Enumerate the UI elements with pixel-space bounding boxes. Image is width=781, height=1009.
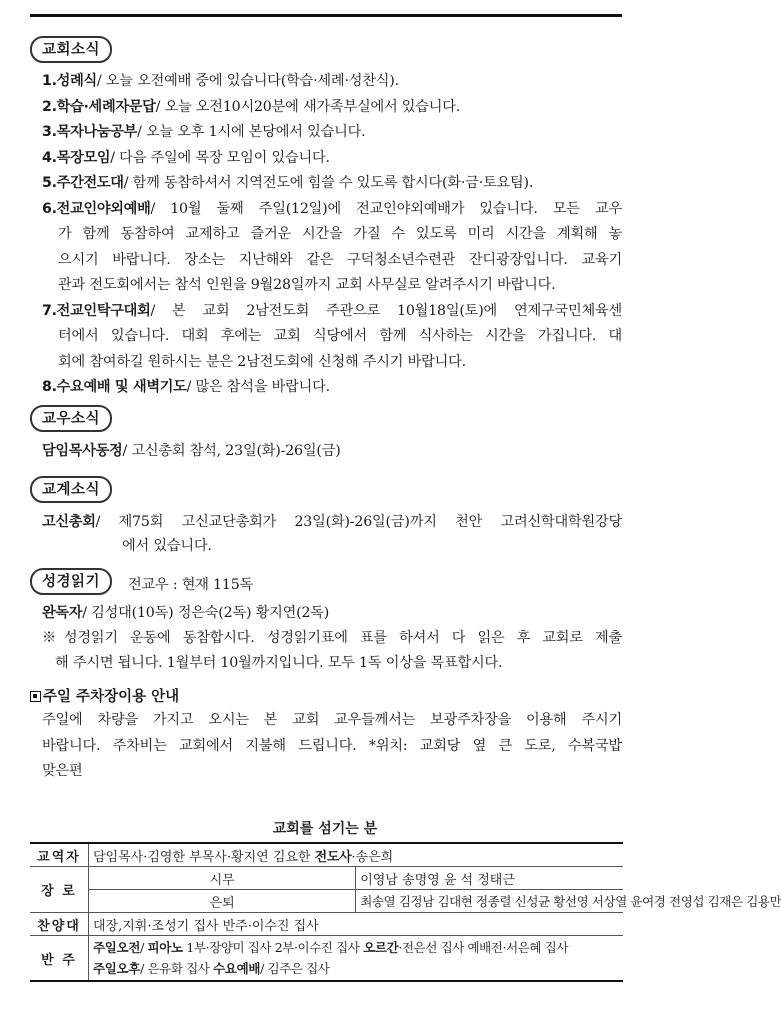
cell-text: / 은유화 집사: [140, 961, 214, 976]
cell-text: 1부·장양미 집사 2부·이수진 집사: [182, 940, 364, 955]
news-item-text: / 많은 참석을 바랍니다.: [186, 379, 330, 395]
denomination-news-text: / 제75회 고신교단총회가 23일(화)-26일(금)까지 천안 고려신학대학원강당: [95, 514, 622, 530]
completers-label: 완독자: [42, 605, 83, 621]
news-item-label: 8.수요예배 및 새벽기도: [42, 379, 187, 395]
parking-line: 주일에 차량을 가지고 오시는 본 교회 교우들께서는 보광주차장을 이용해 주시기: [42, 712, 622, 728]
member-news-text: / 고신총회 참석, 23일(화)-26일(금): [122, 443, 341, 459]
news-item-label: 4.목장모임: [42, 149, 111, 166]
accompany-cell: [89, 936, 624, 982]
parking-title-text: 주일 주차장이용 안내: [43, 689, 180, 705]
news-item: [42, 70, 622, 90]
news-item: [42, 121, 622, 141]
table-row: [30, 890, 623, 913]
row-head-accompany: 반 주: [30, 936, 89, 982]
news-item-cont: 관과 전도회에서는 참석 인원을 9월28일까지 교회 사무실로 알려주시기 바랍니다.: [58, 277, 556, 293]
cell-text: 주일오후: [93, 961, 141, 976]
row-head-choir: 찬양대: [30, 913, 89, 936]
cell-text: ·황지연 김요한: [226, 849, 315, 865]
news-item-label: 1.성례식: [42, 73, 97, 89]
table-row: [30, 843, 623, 867]
cell-text: ·조성기 집사: [147, 918, 223, 934]
cell-text: ·김영한: [143, 849, 190, 865]
table-row: [30, 867, 623, 890]
news-item-label: 5.주간전도대: [42, 175, 124, 191]
news-item-label: 7.전교인탁구대회: [42, 302, 151, 319]
denomination-news-item: [42, 511, 622, 531]
bible-reading-note: ※성경읽기 운동에 동참합시다. 성경읽기표에 표를 하셔서 다 읽은 후 교회로 제출: [42, 630, 622, 646]
news-item-text: / 오늘 오후 1시에 본당에서 있습니다.: [137, 124, 366, 140]
section-badge-member-news: 교우소식: [30, 405, 112, 432]
staff-table-title: 교회를 섬기는 분: [272, 821, 378, 837]
section-badge-denomination-news: 교계소식: [30, 476, 112, 503]
cell-text: 부목사: [189, 849, 227, 865]
news-item-cont: 가 함께 동참하여 교제하고 즐거운 시간을 가질 수 있도록 미리 시간을 계획해 놓: [58, 226, 622, 242]
cell-text: 대장,지휘: [93, 918, 148, 934]
news-item: [42, 96, 622, 116]
bible-reading-note-cont: 해 주시면 됩니다. 1월부터 10월까지입니다. 모두 1독 이상을 목표합시다.: [55, 655, 503, 671]
completers-text: / 김성대(10독) 정은숙(2독) 황지연(2독): [82, 605, 330, 621]
news-item-label: 6.전교인야외예배: [42, 200, 151, 217]
denomination-news-cont: 에서 있습니다.: [122, 538, 212, 554]
news-item-label: 3.목자나눔공부: [42, 124, 138, 140]
denomination-news-label: 고신총회: [42, 514, 96, 530]
section-badge-church-news: 교회소식: [30, 36, 112, 63]
news-item-text: / 오늘 오전예배 중에 있습니다(학습·세례·성찬식).: [96, 73, 399, 89]
cell-text: / 김주은 집사: [260, 961, 330, 976]
cell-text: /: [140, 940, 148, 955]
news-item-text: / 본 교회 2남전도회 주관으로 10월18일(토)에 연제구국민체육센: [150, 302, 622, 319]
accompany-line: [93, 937, 619, 958]
parking-line: 바랍니다. 주차비는 교회에서 지불해 드립니다. *위치: 교회당 옆 큰 도로, 수복국밥: [42, 738, 622, 754]
news-item-text: / 10월 둘째 주일(12일)에 전교인야외예배가 있습니다. 모든 교우: [150, 200, 622, 217]
cell-text: 오르간: [363, 940, 399, 955]
cell-text: 수요예배: [213, 961, 261, 976]
accompany-line: [93, 958, 619, 979]
member-news-label: 담임목사동정: [42, 443, 123, 459]
parking-line: 맞은편: [42, 763, 83, 779]
staff-table: [30, 842, 781, 982]
bible-reading-summary: 전교우 : 현재 115독: [128, 577, 254, 593]
news-item: [42, 300, 622, 320]
ministers-cell: [89, 843, 624, 867]
cell-text: 피아노: [147, 940, 183, 955]
choir-cell: [89, 913, 624, 936]
news-item: [42, 376, 622, 396]
member-news-item: [42, 440, 622, 460]
news-item-text: / 함께 동참하셔서 지역전도에 힘쓸 수 있도록 합시다(화·금·토요팀).: [123, 175, 534, 191]
elders-retired-label: 은퇴: [89, 890, 356, 913]
cell-text: ·전은선 집사 예배전·서은혜 집사: [398, 940, 569, 955]
parking-title: [30, 685, 179, 706]
elders-active-label: 시무: [89, 867, 356, 890]
news-item: [42, 198, 622, 218]
news-item-text: / 다음 주일에 목장 모임이 있습니다.: [110, 149, 330, 166]
news-item-text: / 오늘 오전10시20분에 새가족부실에서 있습니다.: [155, 98, 461, 115]
section-badge-bible-reading: 성경읽기: [30, 568, 112, 595]
table-row: [30, 936, 623, 982]
cell-text: ·이수진 집사: [247, 918, 319, 934]
news-item: [42, 172, 622, 192]
cell-text: ·송은희: [351, 849, 394, 865]
news-item-cont: 으시기 바랍니다. 장소는 지난해와 같은 구덕청소년수련관 잔디광장입니다. 교육기: [58, 251, 622, 268]
cell-text: 담임목사: [93, 849, 144, 865]
elders-retired: 최송열 김정남 김대현 정종렬 신성균 황선영 서상열 윤여경 전영섭 김재은 김용만: [356, 890, 623, 913]
news-item-cont: 터에서 있습니다. 대회 후에는 교회 식당에서 함께 식사하는 시간을 가집니다. 대: [58, 328, 622, 344]
cell-text: 주일오전: [93, 940, 141, 955]
news-item-cont: 회에 참여하길 원하시는 분은 2남전도회에 신청해 주시기 바랍니다.: [58, 353, 466, 370]
news-item-label: 2.학습·세례자문답: [42, 98, 156, 115]
top-rule: [30, 14, 622, 17]
cell-text: 반주: [222, 918, 248, 934]
bible-reading-completers: [42, 602, 622, 622]
table-row: [30, 913, 623, 936]
square-bullet-icon: [30, 691, 41, 702]
news-item: [42, 147, 622, 167]
row-head-ministers: 교역자: [30, 843, 89, 867]
cell-text: 전도사: [314, 849, 352, 865]
elders-active: 이영남 송명영 윤 석 정태근: [356, 867, 623, 890]
row-head-elders: 장 로: [30, 867, 89, 913]
